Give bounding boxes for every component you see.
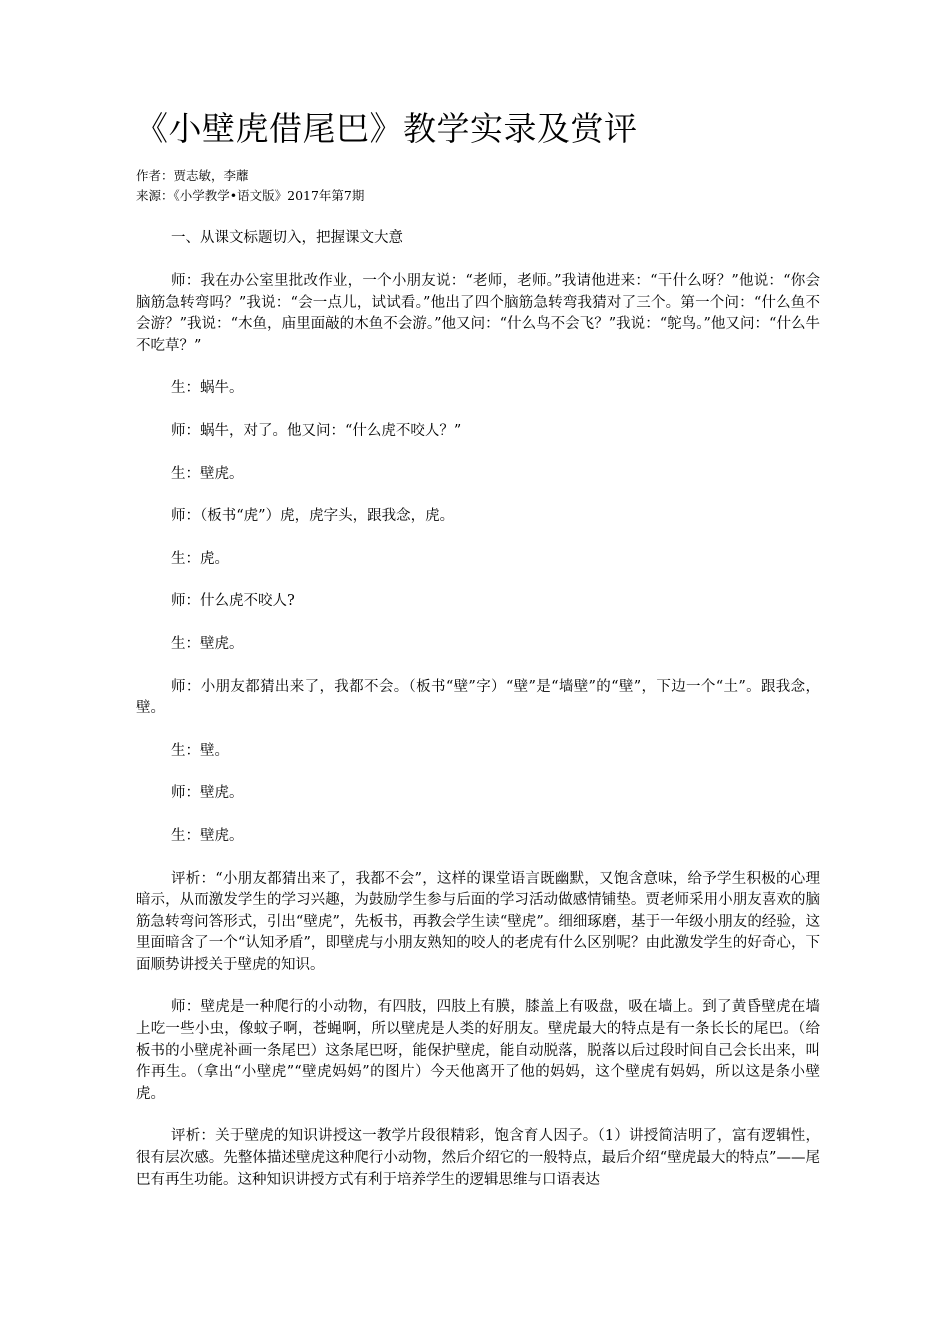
paragraph: 师：壁虎。 (171, 785, 244, 802)
paragraph: 生：壁虎。 (171, 635, 244, 652)
paragraph: 师：蜗牛，对了。他又问：“什么虎不咬人？” (171, 422, 462, 439)
document-title: 《小壁虎借尾巴》教学实录及赏评 (135, 109, 638, 148)
paragraph: 生：壁虎。 (171, 827, 244, 844)
source-line: 来源：《小学教学•语文版》2017年第7期 (136, 188, 365, 203)
paragraph: 生：蜗牛。 (171, 380, 244, 397)
paragraph: 师：小朋友都猜出来了，我都不会。（板书“壁”字）“壁”是“墙壁”的“壁”，下边一个“土”。跟我念，壁。 (136, 678, 820, 717)
paragraph: 评析：“小朋友都猜出来了，我都不会”，这样的课堂语言既幽默，又饱含意味，给予学生积极的心理暗示，从而激发学生的学习兴趣，为鼓励学生参与后面的学习活动做感情铺垫。贾老师采用小朋友喜欢的脑筋急转弯问答形式，引出“壁虎”，先板书，再教会学生读“壁虎”。细细琢磨，基于一年级小朋友的经验，这里面暗含了一个“认知矛盾”，即壁虎与小朋友熟知的咬人的老虎有什么区别呢？由此激发学生的好奇心，下面顺势讲授关于壁虎的知识。 (136, 870, 820, 973)
paragraph: 师：什么虎不咬人? (171, 593, 295, 610)
paragraph: 生：壁虎。 (171, 465, 244, 482)
document-body (136, 271, 820, 1212)
section-heading: 一、从课文标题切入，把握课文大意 (171, 230, 403, 246)
author-line: 作者：贾志敏，李蘼 (136, 168, 249, 183)
paragraph: 评析：关于壁虎的知识讲授这一教学片段很精彩，饱含育人因子。（1）讲授简洁明了，富有逻辑性，很有层次感。先整体描述壁虎这种爬行小动物，然后介绍它的一般特点，最后介绍“壁虎最大的特点”——尾巴有再生功能。这种知识讲授方式有利于培养学生的逻辑思维与口语表达 (136, 1128, 820, 1188)
paragraph: 生：壁。 (171, 742, 229, 759)
paragraph: 生：虎。 (171, 550, 229, 567)
paragraph: 师：我在办公室里批改作业，一个小朋友说：“老师，老师。”我请他进来：“干什么呀？”他说：“你会脑筋急转弯吗？”我说：“会一点儿，试试看。”他出了四个脑筋急转弯我猜对了三个。第一个问：“什么鱼不会游？”我说：“木鱼，庙里面敲的木鱼不会游。”他又问：“什么鸟不会飞？”我说：“鸵鸟。”他又问：“什么牛不吃草？” (136, 273, 820, 354)
paragraph: 师：壁虎是一种爬行的小动物，有四肢，四肢上有膜，膝盖上有吸盘，吸在墙上。到了黄昏壁虎在墙上吃一些小虫，像蚊子啊，苍蝇啊，所以壁虎是人类的好朋友。壁虎最大的特点是有一条长长的尾巴。（给板书的小壁虎补画一条尾巴）这条尾巴呀，能保护壁虎，能自动脱落，脱落以后过段时间自己会长出来，叫作再生。（拿出“小壁虎”“壁虎妈妈”的图片）今天他离开了他的妈妈，这个壁虎有妈妈，所以这是条小壁虎。 (136, 999, 820, 1102)
paragraph: 师：（板书“虎”）虎，虎字头，跟我念，虎。 (171, 508, 455, 525)
